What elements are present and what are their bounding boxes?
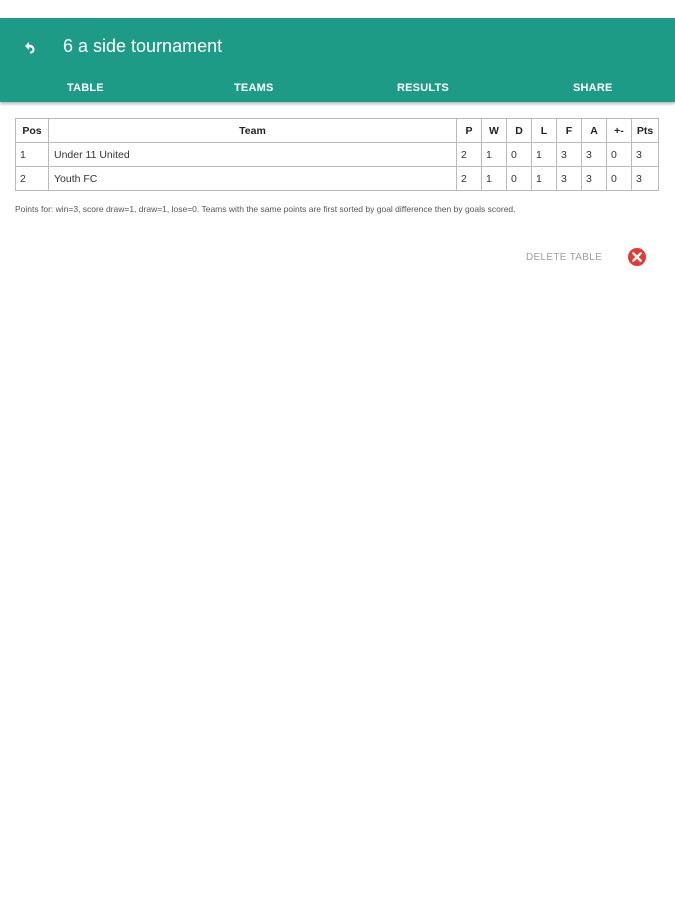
header-played: P [457, 119, 482, 143]
cell-goals-against: 3 [582, 143, 607, 167]
back-icon [22, 40, 38, 56]
header-won: W [482, 119, 507, 143]
cell-pos: 2 [16, 167, 49, 191]
cell-won: 1 [482, 167, 507, 191]
page-title: 6 a side tournament [63, 36, 223, 56]
cell-played: 2 [457, 143, 482, 167]
league-table-body [16, 143, 659, 191]
cell-goals-against: 3 [582, 167, 607, 191]
back-button[interactable] [12, 30, 48, 66]
cell-team: Youth FC [49, 167, 457, 191]
tab-share[interactable]: SHARE [573, 82, 613, 94]
tab-results[interactable]: RESULTS [397, 82, 449, 94]
status-bar-area [0, 0, 675, 18]
header-goal-difference: +- [607, 119, 632, 143]
delete-table-button[interactable]: DELETE TABLE [526, 252, 603, 263]
cell-lost: 1 [532, 143, 557, 167]
tab-bar [0, 78, 675, 102]
cell-lost: 1 [532, 167, 557, 191]
cell-drawn: 0 [507, 143, 532, 167]
cell-goal-difference: 0 [607, 167, 632, 191]
header-points: Pts [632, 119, 659, 143]
cell-played: 2 [457, 167, 482, 191]
cell-goals-for: 3 [557, 167, 582, 191]
header-goals-for: F [557, 119, 582, 143]
delete-table-row [520, 245, 660, 269]
tab-teams[interactable]: TEAMS [234, 82, 274, 94]
points-note: Points for: win=3, score draw=1, draw=1, lose=0. Teams with the same points are first sorted by goal difference then by goals scored. [15, 204, 516, 214]
header-drawn: D [507, 119, 532, 143]
cell-drawn: 0 [507, 167, 532, 191]
cell-pos: 1 [16, 143, 49, 167]
league-table-header [16, 119, 659, 143]
cell-points: 3 [632, 167, 659, 191]
table-row [16, 167, 659, 191]
table-row [16, 143, 659, 167]
league-table [15, 118, 659, 191]
header-row [16, 119, 659, 143]
cell-team: Under 11 United [49, 143, 457, 167]
cell-points: 3 [632, 143, 659, 167]
header-pos: Pos [16, 119, 49, 143]
cell-goals-for: 3 [557, 143, 582, 167]
header-goals-against: A [582, 119, 607, 143]
app-bar [0, 18, 675, 102]
header-team: Team [49, 119, 457, 143]
tab-table[interactable]: TABLE [67, 82, 104, 94]
close-circle-icon[interactable] [627, 247, 647, 267]
cell-won: 1 [482, 143, 507, 167]
cell-goal-difference: 0 [607, 143, 632, 167]
header-lost: L [532, 119, 557, 143]
